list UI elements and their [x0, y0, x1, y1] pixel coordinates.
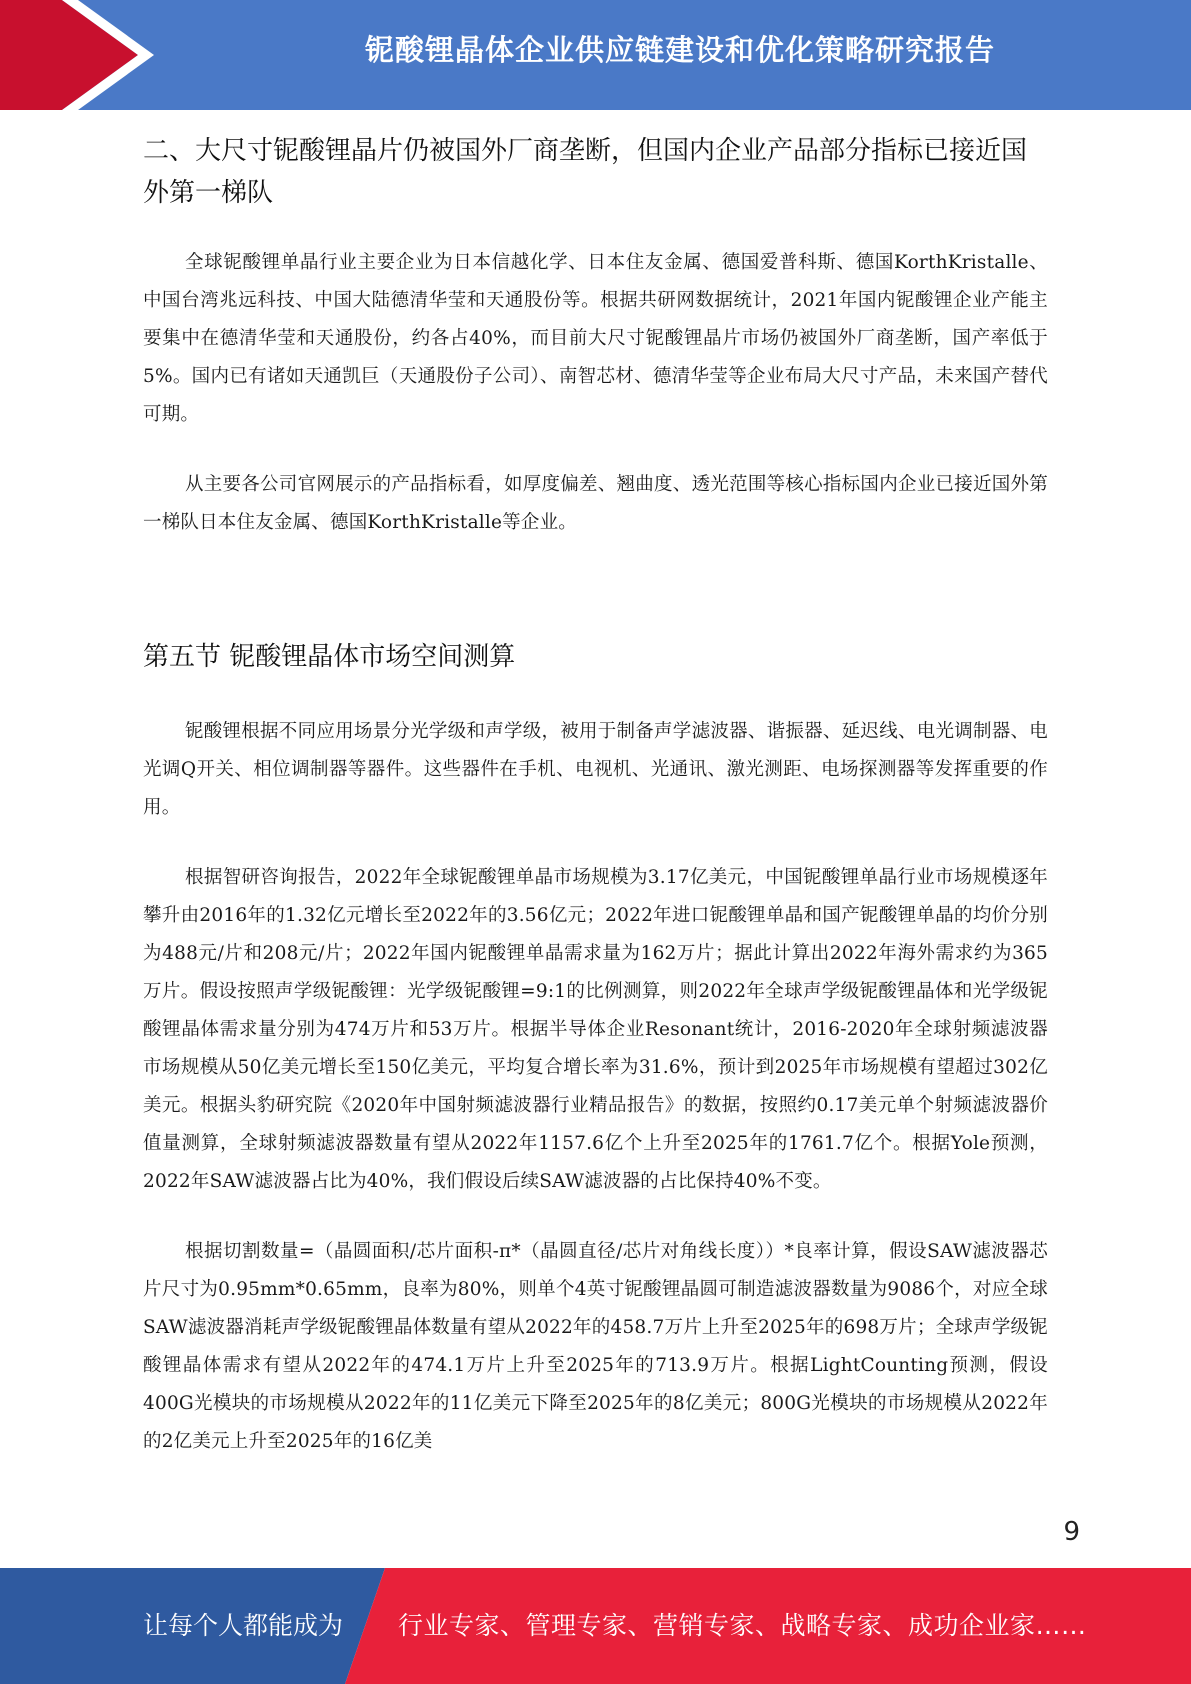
footer-slogan-right: 行业专家、管理专家、营销专家、战略专家、成功企业家……: [398, 1611, 1087, 1640]
chapter-paragraph-2: 根据智研咨询报告，2022年全球铌酸锂单晶市场规模为3.17亿美元，中国铌酸锂单晶行业市场规模逐年攀升由2016年的1.32亿元增长至2022年的3.56亿元；2022年进口铌酸锂单晶和国产铌酸锂单晶的均价分别为488元/片和208元/片；2022年国内铌酸锂单晶需求量为162万片；据此计算出2022年海外需求约为365万片。假设按照声学级铌酸锂：光学级铌酸锂=9:1的比例测算，则2022年全球声学级铌酸锂晶体和光学级铌酸锂晶体需求量分别为474万片和53万片。根据半导体企业Resonant统计，2016-2020年全球射频滤波器市场规模从50亿美元增长至150亿美元，平均复合增长率为31.6%，预计到2025年市场规模有望超过302亿美元。根据头豹研究院《2020年中国射频滤波器行业精品报告》的数据，按照约0.17美元单个射频滤波器价值量测算，全球射频滤波器数量有望从2022年1157.6亿个上升至2025年的1761.7亿个。根据Yole预测，2022年SAW滤波器占比为40%，我们假设后续SAW滤波器的占比保持40%不变。: [143, 867, 1048, 1192]
header-banner: [0, 0, 1191, 110]
report-title: 铌酸锂晶体企业供应链建设和优化策略研究报告: [364, 33, 995, 67]
page-number: 9: [1063, 1517, 1080, 1547]
chapter-paragraph-3: 根据切割数量=（晶圆面积/芯片面积-π*（晶圆直径/芯片对角线长度））*良率计算，假设SAW滤波器芯片尺寸为0.95mm*0.65mm，良率为80%，则单个4英寸铌酸锂晶圆可制造滤波器数量为9086个，对应全球SAW滤波器消耗声学级铌酸锂晶体数量有望从2022年的458.7万片上升至2025年的698万片；全球声学级铌酸锂晶体需求有望从2022年的474.1万片上升至2025年的713.9万片。根据LightCounting预测，假设400G光模块的市场规模从2022年的11亿美元下降至2025年的8亿美元；800G光模块的市场规模从2022年的2亿美元上升至2025年的16亿美: [143, 1241, 1048, 1452]
footer-slogan-left: 让每个人都能成为: [143, 1611, 344, 1640]
section-body: [143, 244, 1048, 542]
section-paragraph-1: 全球铌酸锂单晶行业主要企业为日本信越化学、日本住友金属、德国爱普科斯、德国KorthKristalle、中国台湾兆远科技、中国大陆德清华莹和天通股份等。根据共研网数据统计，2021年国内铌酸锂企业产能主要集中在德清华莹和天通股份，约各占40%，而目前大尺寸铌酸锂晶片市场仍被国外厂商垄断，国产率低于5%。国内已有诸如天通凯巨（天通股份子公司）、南智芯材、德清华莹等企业布局大尺寸产品，未来国产替代可期。: [143, 252, 1048, 425]
chapter-heading: 第五节 铌酸锂晶体市场空间测算: [143, 642, 516, 672]
footer-banner: [0, 1568, 1191, 1684]
chapter-body: [143, 713, 1048, 1461]
chapter-paragraph-1: 铌酸锂根据不同应用场景分光学级和声学级，被用于制备声学滤波器、谐振器、延迟线、电光调制器、电光调Q开关、相位调制器等器件。这些器件在手机、电视机、光通讯、激光测距、电场探测器等发挥重要的作用。: [143, 721, 1048, 818]
section-paragraph-2: 从主要各公司官网展示的产品指标看，如厚度偏差、翘曲度、透光范围等核心指标国内企业已接近国外第一梯队日本住友金属、德国KorthKristalle等企业。: [143, 474, 1048, 533]
section-heading-container: [143, 130, 1048, 214]
section-heading: 二、大尺寸铌酸锂晶片仍被国外厂商垄断，但国内企业产品部分指标已接近国外第一梯队: [143, 136, 1028, 208]
